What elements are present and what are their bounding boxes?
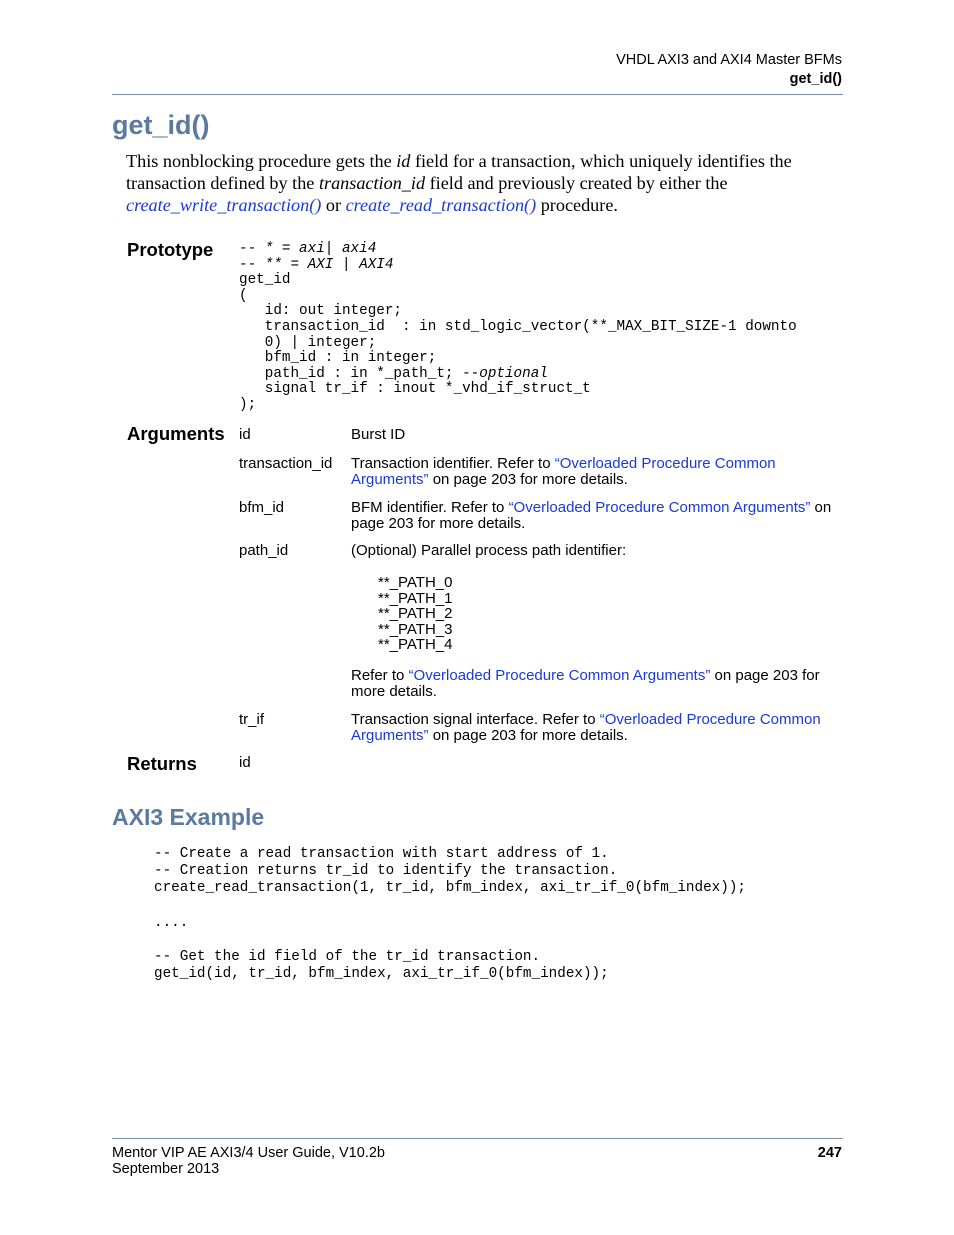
overloaded-args-link[interactable]: “Overloaded Procedure Common Arguments” (408, 667, 711, 684)
arg-bfm-id-name: bfm_id (239, 499, 285, 516)
arg-bfm-id-desc: BFM identifier. Refer to “Overloaded Procedure Common Arguments” on page 203 for more details. (351, 499, 832, 532)
page-number: 247 (817, 1145, 842, 1161)
arg-transaction-id-desc: Transaction identifier. Refer to “Overloaded Procedure Common Arguments” on page 203 for more details. (351, 455, 776, 488)
list-item: **_PATH_1 (378, 589, 453, 607)
create-read-transaction-link[interactable]: create_read_transaction() (345, 195, 537, 215)
overloaded-args-link[interactable]: “Overloaded Procedure Common Arguments” (351, 711, 821, 744)
arguments-label: Arguments (127, 423, 225, 444)
arg-path-id-name: path_id (239, 542, 289, 559)
arg-id-desc: Burst ID (351, 426, 406, 443)
code-line: get_id(id, tr_id, bfm_index, axi_tr_if_0(bfm_index)); (154, 966, 609, 983)
arg-tr-if-desc: Transaction signal interface. Refer to “Overloaded Procedure Common Arguments” on page 203 for more details. (351, 711, 821, 744)
footer-date: September 2013 (112, 1161, 220, 1177)
path-list (378, 575, 452, 653)
code-line: -- Create a read transaction with start address of 1. (154, 846, 609, 862)
returns-value: id (239, 754, 251, 771)
create-write-transaction-link[interactable]: create_write_transaction() (126, 195, 322, 215)
list-item: **_PATH_4 (378, 636, 453, 653)
arg-path-id-desc: (Optional) Parallel process path identifier: (351, 542, 627, 559)
code-line: -- Creation returns tr_id to identify the transaction. (154, 863, 618, 880)
example-code (154, 846, 746, 984)
code-line: -- Get the id field of the tr_id transaction. (154, 949, 541, 966)
footer-doc-title: Mentor VIP AE AXI3/4 User Guide, V10.2b (112, 1145, 385, 1161)
running-header-title: VHDL AXI3 and AXI4 Master BFMs (616, 52, 842, 68)
code-line: .... (154, 914, 189, 931)
footer-divider (112, 1138, 843, 1139)
arg-path-id-refer: Refer to “Overloaded Procedure Common Arguments” on page 203 for more details. (351, 667, 820, 700)
running-header-subtitle: get_id() (789, 71, 842, 87)
code-line (154, 932, 746, 949)
overloaded-args-link[interactable]: “Overloaded Procedure Common Arguments” (508, 499, 811, 516)
list-item: **_PATH_2 (378, 605, 453, 622)
prototype-label: Prototype (127, 239, 214, 260)
code-line: create_read_transaction(1, tr_id, bfm_index, axi_tr_if_0(bfm_index)); (154, 880, 746, 897)
prototype-code: -- * = axi| axi4 -- ** = AXI | AXI4 get_id ( id: out integer; transaction_id : in std_logic_vector(**_MAX_BIT_SIZE-1 downto 0) | integer; bfm_id : in integer; path_id : in *_path_t; --optional signal tr_if : inout *_vhd_if_struct_t ); (239, 241, 797, 413)
arg-transaction-id-name: transaction_id (239, 455, 333, 472)
returns-label: Returns (127, 753, 197, 774)
intro-paragraph: This nonblocking procedure gets the id field for a transaction, which uniquely identifies the transaction defined by the transaction_id field and previously created by either the create_write_transaction() or create_read_transaction() procedure. (126, 151, 792, 215)
list-item: **_PATH_3 (378, 620, 453, 638)
example-title: AXI3 Example (112, 804, 265, 830)
list-item: **_PATH_0 (378, 574, 453, 591)
arg-tr-if-name: tr_if (239, 711, 265, 728)
overloaded-args-link[interactable]: “Overloaded Procedure Common Arguments” (351, 455, 776, 488)
section-title: get_id() (112, 110, 210, 140)
arg-id-name: id (239, 426, 251, 443)
code-line (154, 898, 746, 915)
header-divider (112, 94, 843, 95)
